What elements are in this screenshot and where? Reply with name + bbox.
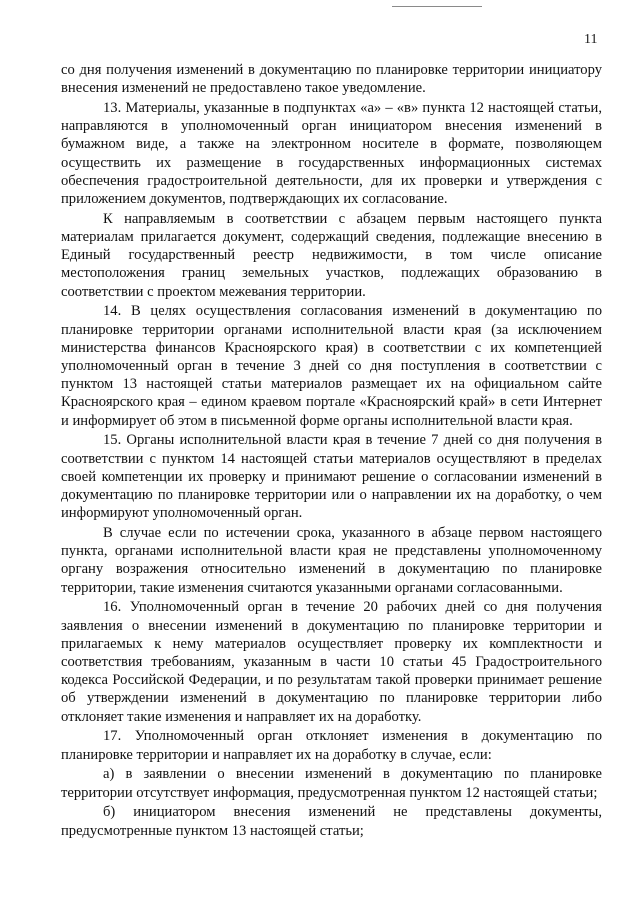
- paragraph-13: 13. Материалы, указанные в подпунктах «а» – «в» пункта 12 настоящей статьи, направляются в уполномоченный орган инициатором внесения изменений в бумажном виде, а также на электронном носителе в формате, позволяющем осуществить их размещение в государственных информационных системах обеспечения градостроительной деятельности, для их проверки и утверждения с приложением документов, подтверждающих их согласование.: [61, 100, 602, 208]
- paragraph-continuation: со дня получения изменений в документацию по планировке территории инициатору внесения изменений не предоставлено такое уведомление.: [61, 62, 602, 97]
- paragraph-15-second: В случае если по истечении срока, указанного в абзаце первом настоящего пункта, органами исполнительной власти края не представлены уполномоченному органу возражения относительно изменений в документацию по планировке территории, такие изменения считаются указанными органами согласованными.: [61, 525, 602, 596]
- document-body: [61, 61, 602, 841]
- header-rule: [392, 6, 482, 7]
- page-number: 11: [584, 32, 598, 47]
- paragraph-15: 15. Органы исполнительной власти края в течение 7 дней со дня получения в соответствии с пунктом 14 настоящей статьи материалов осуществляют в пределах своей компетенции их проверку и принимают решение о согласовании изменений в документацию по планировке территории или о направлении их на доработку, о чем информируют уполномоченный орган.: [61, 432, 602, 522]
- paragraph-17-a: а) в заявлении о внесении изменений в документацию по планировке территории отсутствует информация, предусмотренная пунктом 12 настоящей статьи;: [61, 766, 602, 801]
- paragraph-17: 17. Уполномоченный орган отклоняет изменения в документацию по планировке территории и направляет их на доработку в случае, если:: [61, 728, 602, 763]
- paragraph-17-b: б) инициатором внесения изменений не представлены документы, предусмотренные пунктом 13 настоящей статьи;: [61, 804, 602, 839]
- paragraph-16: 16. Уполномоченный орган в течение 20 рабочих дней со дня получения заявления о внесении изменений в документацию по планировке территории и прилагаемых к нему материалов осуществляет проверку их комплектности и соответствия требованиям, указанным в части 10 статьи 45 Градостроительного кодекса Российской Федерации, и по результатам такой проверки принимает решение об утверждении изменений в документацию по планировке территории либо отклоняет такие изменения и направляет их на доработку.: [61, 599, 602, 725]
- paragraph-14: 14. В целях осуществления согласования изменений в документацию по планировке территории органами исполнительной власти края (за исключением министерства финансов Красноярского края) в соответствии с их компетенцией уполномоченный орган в течение 3 дней со дня поступления в соответствии с пунктом 13 настоящей статьи материалов размещает их на официальном сайте Красноярского края – едином краевом портале «Красноярский край» в сети Интернет и информирует об этом в письменной форме органы исполнительной власти края.: [61, 303, 602, 429]
- paragraph-13-annex: К направляемым в соответствии с абзацем первым настоящего пункта материалам прилагается документ, содержащий сведения, подлежащие внесению в Единый государственный реестр недвижимости, в том числе описание местоположения границ земельных участков, подлежащих образованию в соответствии с проектом межевания территории.: [61, 210, 602, 300]
